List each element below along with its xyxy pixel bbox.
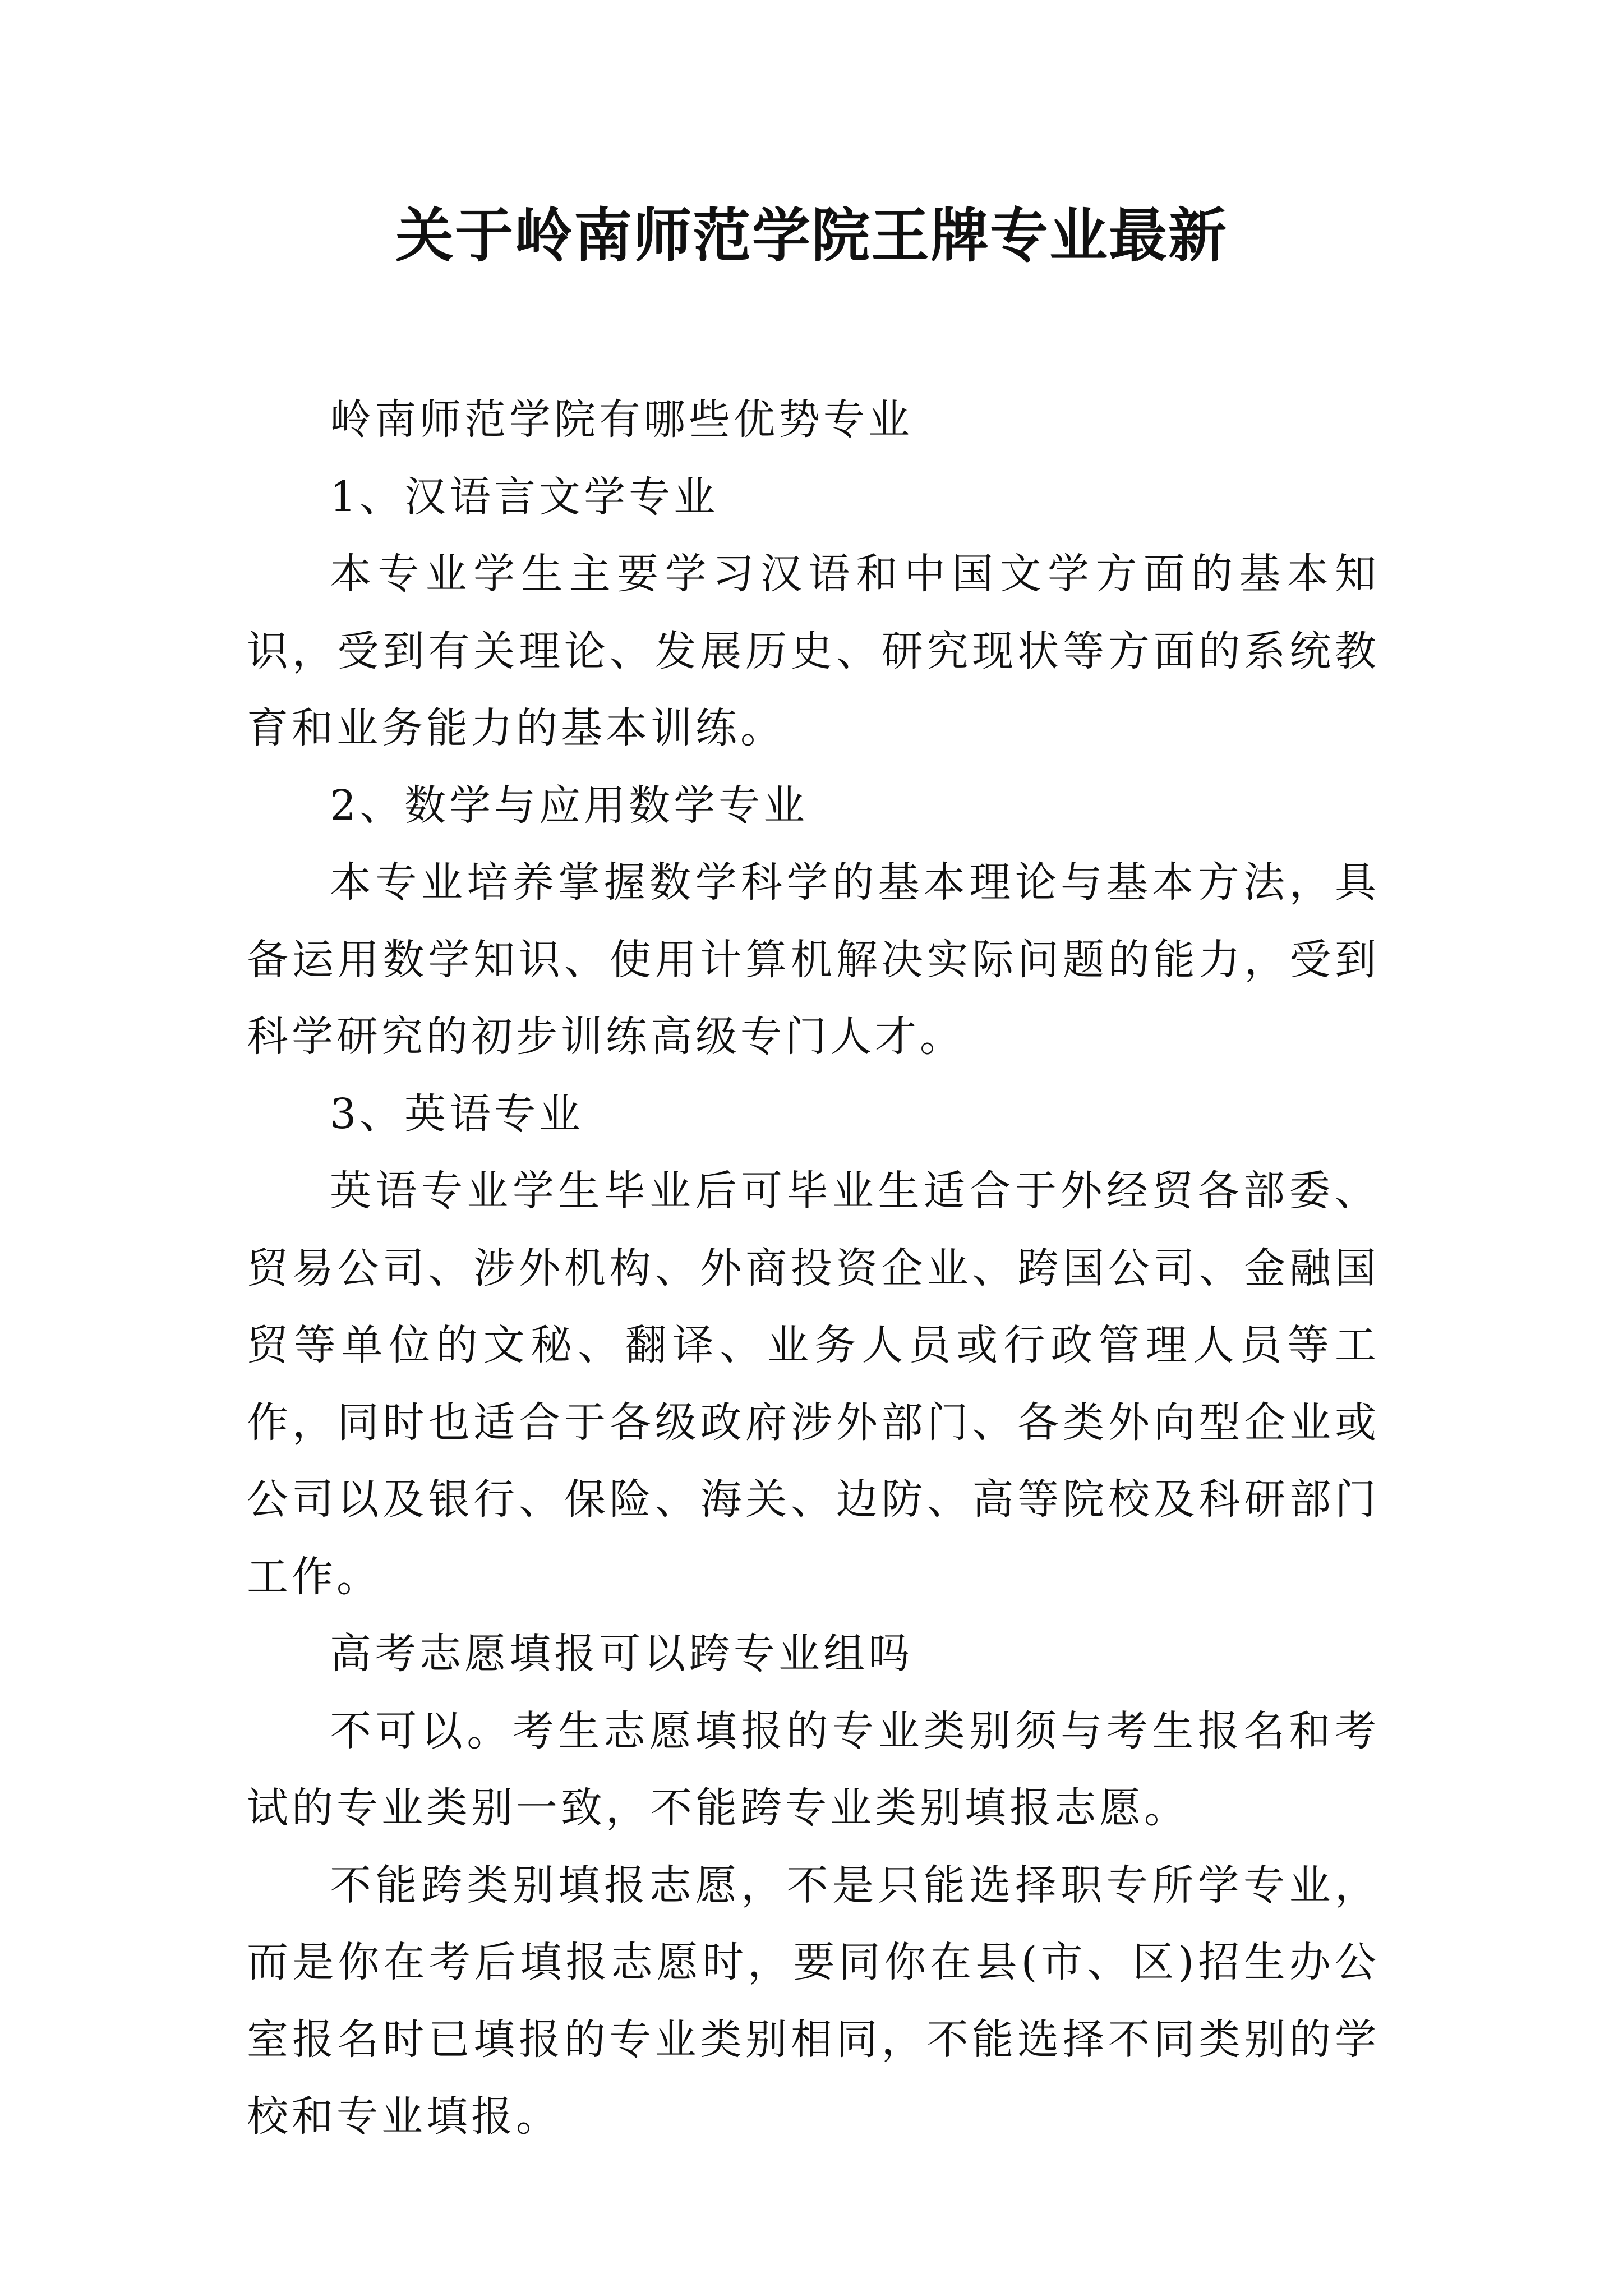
paragraph-question-heading: 高考志愿填报可以跨专业组吗 bbox=[330, 1630, 913, 1678]
paragraph-answer-2: 不能跨类别填报志愿，不是只能选择职专所学专业，而是你在考后填报志愿时，要同你在县(市、区)招生办公室报名时已填报的专业类别相同，不能选择不同类别的学校和专业填报。 bbox=[247, 1861, 1380, 2141]
paragraph-major-3-desc: 英语专业学生毕业后可毕业生适合于外经贸各部委、贸易公司、涉外机构、外商投资企业、跨国公司、金融国贸等单位的文秘、翻译、业务人员或行政管理人员等工作，同时也适合于各级政府涉外部门、各类外向型企业或公司以及银行、保险、海关、边防、高等院校及科研部门工作。 bbox=[247, 1167, 1380, 1601]
paragraph-answer-1: 不可以。考生志愿填报的专业类别须与考生报名和考试的专业类别一致，不能跨专业类别填报志愿。 bbox=[247, 1706, 1380, 1832]
paragraph-major-3-title: 3、英语专业 bbox=[330, 1089, 584, 1138]
document-body bbox=[247, 381, 1380, 2156]
paragraph-major-2-title: 2、数学与应用数学专业 bbox=[330, 781, 809, 830]
document-title: 关于岭南师范学院王牌专业最新 bbox=[395, 201, 1228, 270]
paragraph-major-1-title: 1、汉语言文学专业 bbox=[330, 472, 719, 521]
paragraph-heading-advantage-majors: 岭南师范学院有哪些优势专业 bbox=[330, 395, 913, 444]
paragraph-major-1-desc: 本专业学生主要学习汉语和中国文学方面的基本知识，受到有关理论、发展历史、研究现状等方面的系统教育和业务能力的基本训练。 bbox=[247, 550, 1380, 752]
paragraph-major-2-desc: 本专业培养掌握数学科学的基本理论与基本方法，具备运用数学知识、使用计算机解决实际问题的能力，受到科学研究的初步训练高级专门人才。 bbox=[247, 858, 1380, 1061]
